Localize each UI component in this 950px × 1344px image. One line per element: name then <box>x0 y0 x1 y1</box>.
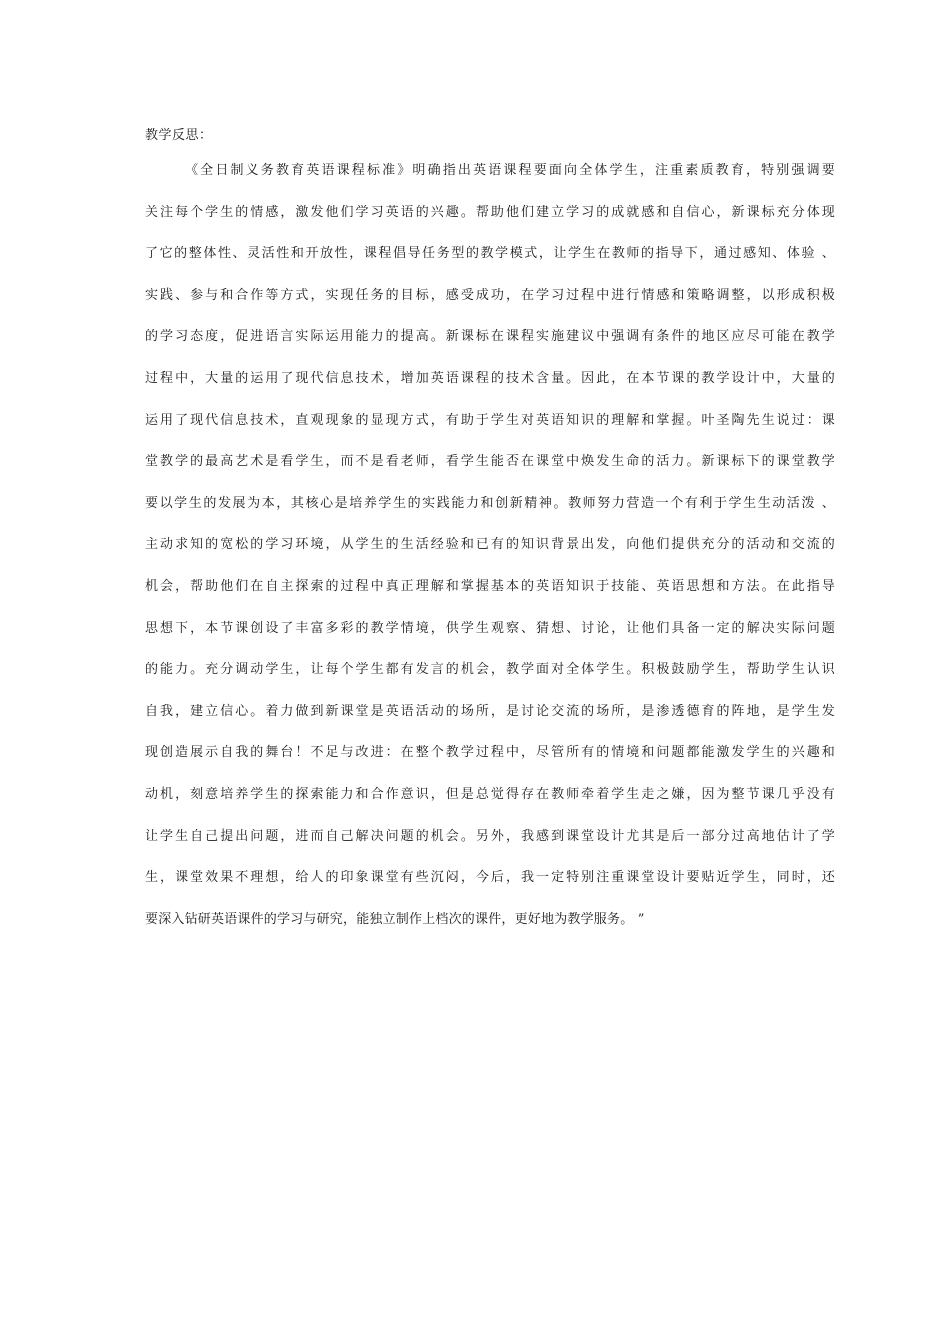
paragraph-line: 思想下，本节课创设了丰富多彩的教学情境，供学生观察、猜想、讨论，让他们具备一定的解决实际问题 <box>145 620 835 636</box>
paragraph-line: 的学习态度，促进语言实际运用能力的提高。新课标在课程实施建议中强调有条件的地区应尽可能在教学 <box>145 329 835 345</box>
paragraph-line: 运用了现代信息技术，直观现象的显现方式，有助于学生对英语知识的理解和掌握。叶圣陶先生说过：课 <box>145 412 835 428</box>
paragraph-line: 的能力。充分调动学生，让每个学生都有发言的机会，教学面对全体学生。积极鼓励学生，帮助学生认识 <box>145 662 835 678</box>
paragraph-line: 动机，刻意培养学生的探索能力和合作意识，但是总觉得存在教师牵着学生走之嫌，因为整节课几乎没有 <box>145 786 835 802</box>
paragraph-line: 实践、参与和合作等方式，实现任务的目标，感受成功，在学习过程中进行情感和策略调整，以形成积极 <box>145 287 835 303</box>
paragraph-line: 生，课堂效果不理想，给人的印象课堂有些沉闷，今后，我一定特别注重课堂设计要贴近学生，同时，还 <box>145 870 835 886</box>
reflection-paragraph <box>145 155 835 945</box>
paragraph-line: 了它的整体性、灵活性和开放性，课程倡导任务型的教学模式，让学生在教师的指导下，通过感知、体验 、 <box>145 246 835 262</box>
paragraph-line: 过程中，大量的运用了现代信息技术，增加英语课程的技术含量。因此，在本节课的教学设计中，大量的 <box>145 370 835 386</box>
paragraph-line: 让学生自己提出问题，进而自己解决问题的机会。另外，我感到课堂设计尤其是后一部分过高地估计了学 <box>145 828 835 844</box>
paragraph-line: 要以学生的发展为本，其核心是培养学生的实践能力和创新精神。教师努力营造一个有利于学生生动活泼 、 <box>145 495 835 511</box>
paragraph-line: 现创造展示自我的舞台！不足与改进：在整个教学过程中，尽管所有的情境和问题都能激发学生的兴趣和 <box>145 745 835 761</box>
section-heading: 教学反思： <box>145 128 213 143</box>
paragraph-line: 要深入钻研英语课件的学习与研究，能独立制作上档次的课件，更好地为教学服务。 ” <box>145 911 645 927</box>
paragraph-line: 主动求知的宽松的学习环境，从学生的生活经验和已有的知识背景出发，向他们提供充分的活动和交流的 <box>145 537 835 553</box>
paragraph-line: 堂教学的最高艺术是看学生，而不是看老师，看学生能否在课堂中焕发生命的活力。新课标下的课堂教学 <box>145 454 835 470</box>
paragraph-line: 关注每个学生的情感，激发他们学习英语的兴趣。帮助他们建立学习的成就感和自信心，新课标充分体现 <box>145 204 835 220</box>
paragraph-line: 《全日制义务教育英语课程标准》明确指出英语课程要面向全体学生，注重素质教育，特别强调要 <box>185 163 835 178</box>
paragraph-line: 机会，帮助他们在自主探索的过程中真正理解和掌握基本的英语知识于技能、英语思想和方法。在此指导 <box>145 578 835 594</box>
paragraph-line: 自我，建立信心。着力做到新课堂是英语活动的场所，是讨论交流的场所，是渗透德育的阵地，是学生发 <box>145 703 835 719</box>
